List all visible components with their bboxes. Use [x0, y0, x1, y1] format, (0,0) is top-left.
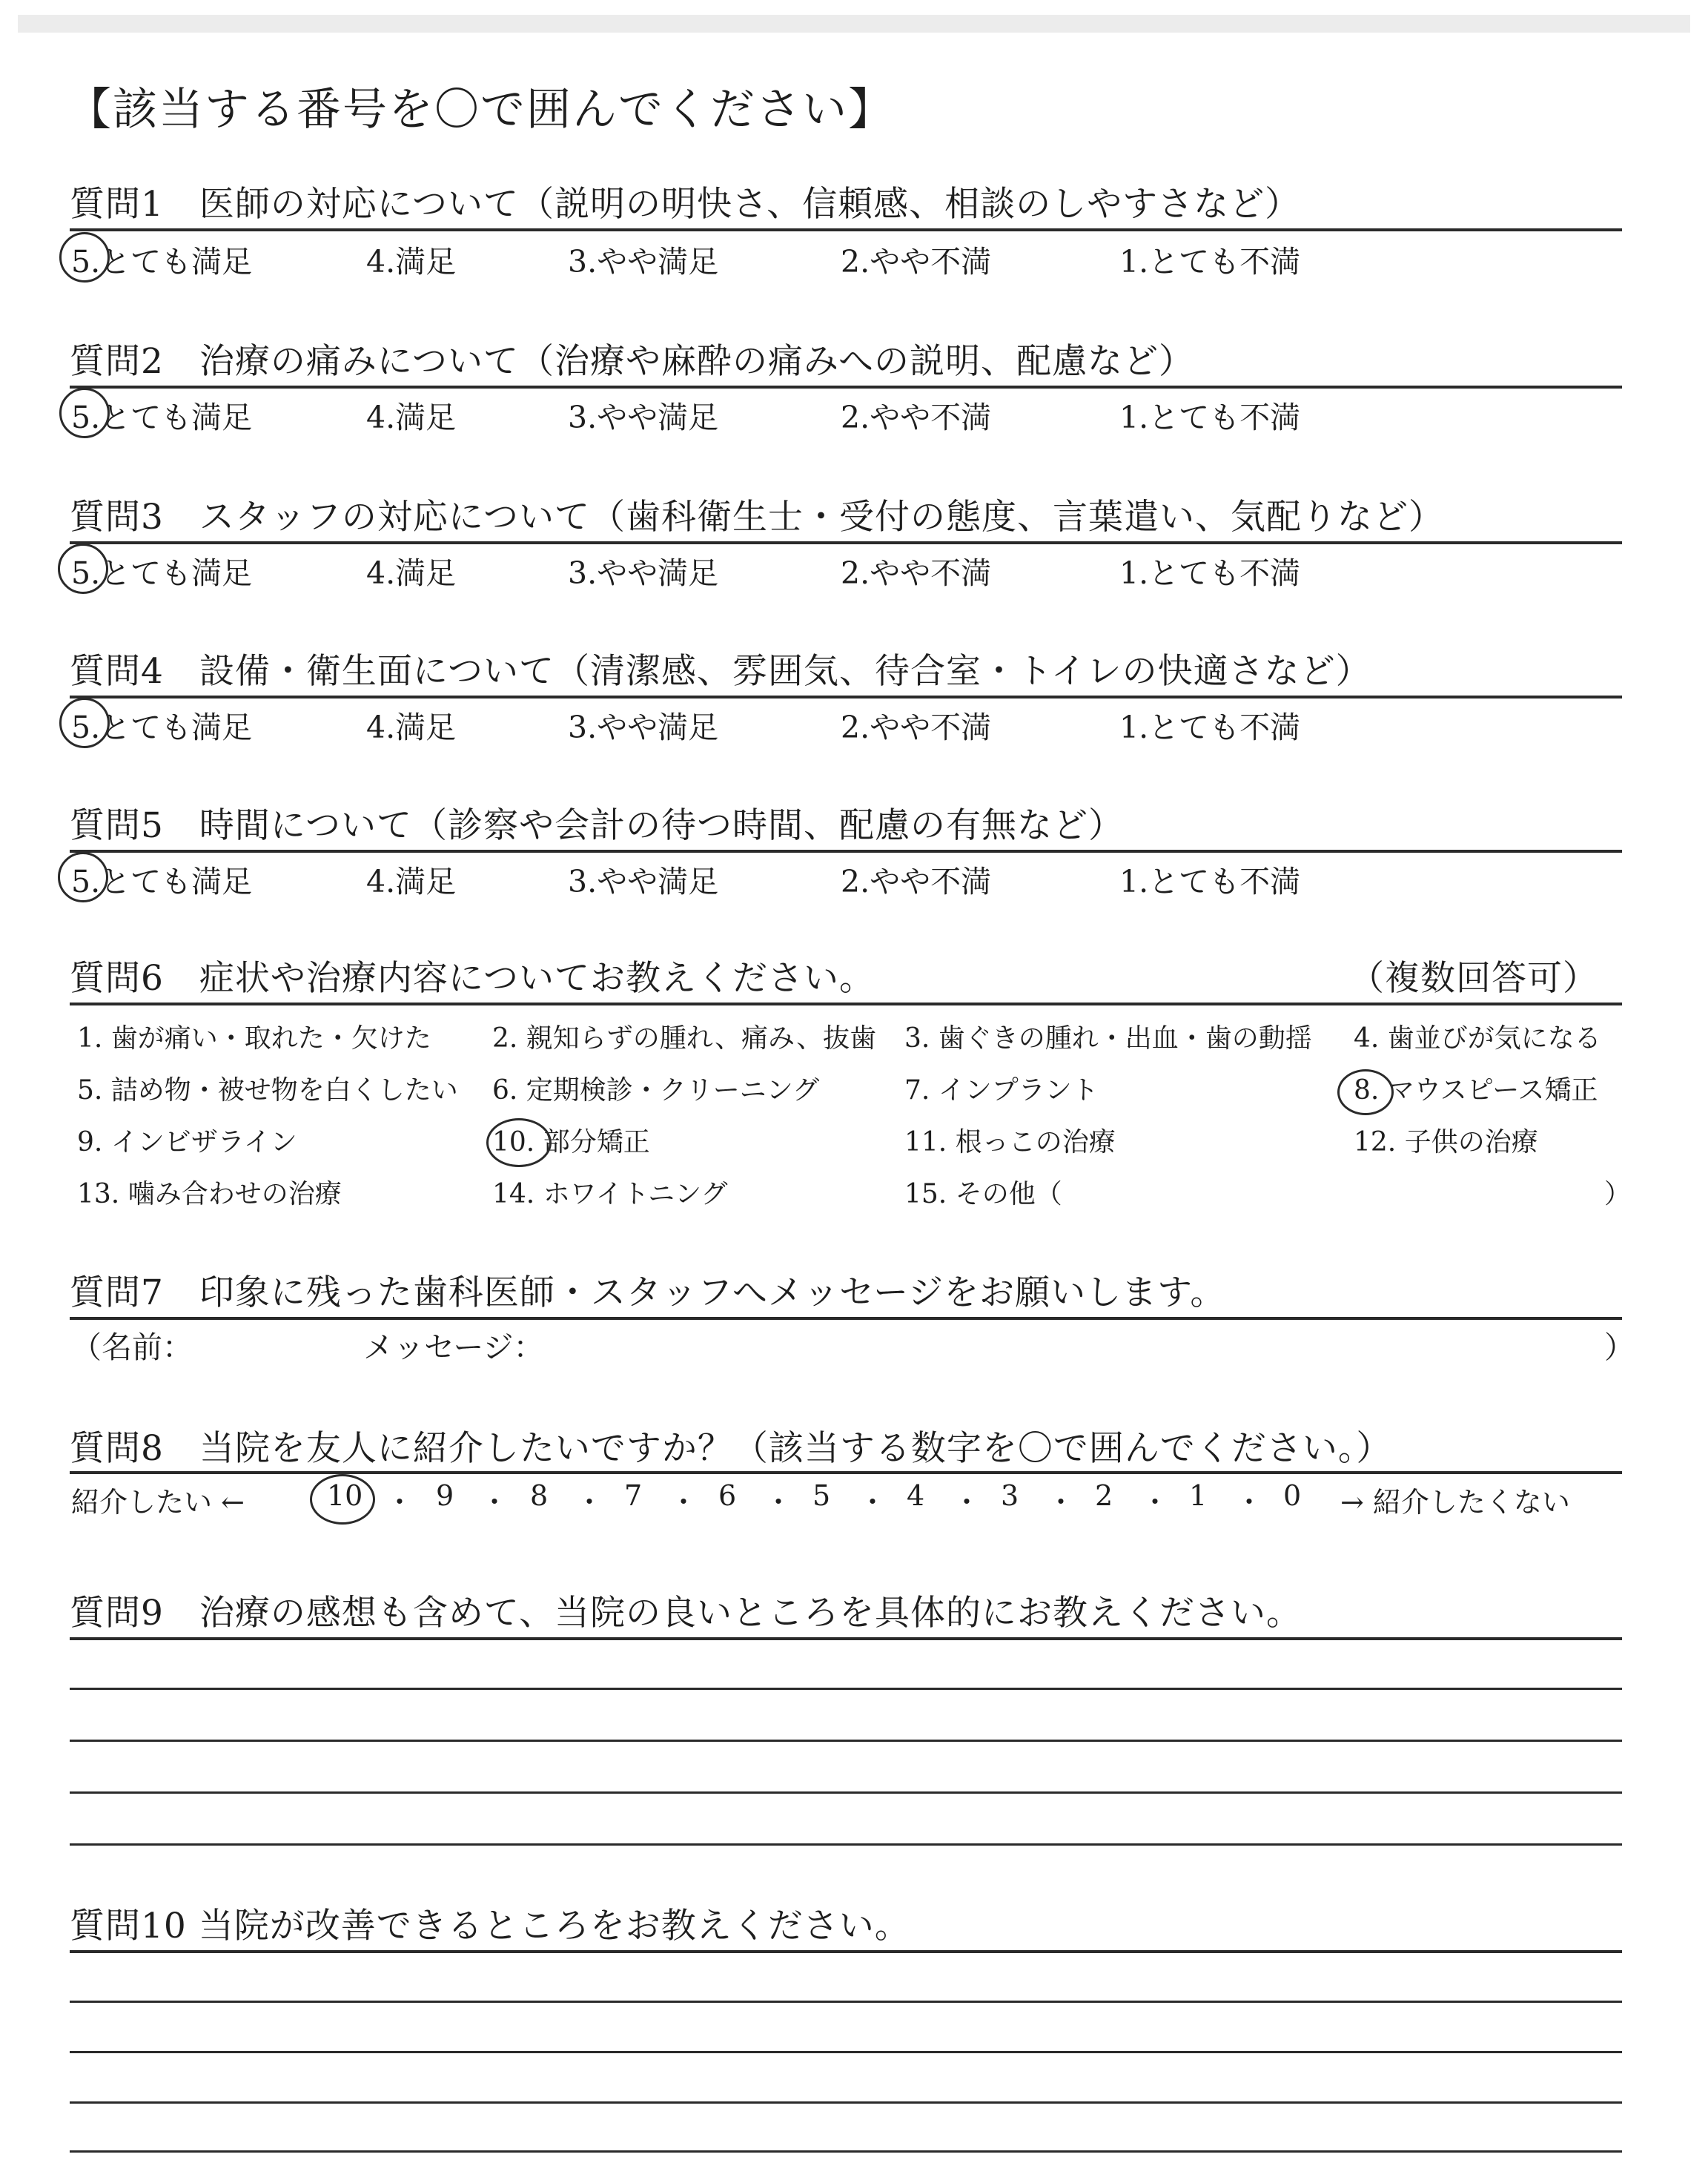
answer-line: [70, 1843, 1622, 1846]
q6-other-close-paren: ）: [1604, 1179, 1632, 1209]
scale-value-6[interactable]: 6: [718, 1479, 737, 1512]
scale-value-4[interactable]: 4: [907, 1479, 925, 1512]
q2-option-2[interactable]: 2.やや不満: [841, 400, 992, 435]
q6-item-1[interactable]: 1. 歯が痛い・取れた・欠けた: [77, 1023, 431, 1054]
scale-separator: ・: [1235, 1486, 1264, 1519]
q6-item-2[interactable]: 2. 親知らずの腫れ、痛み、抜歯: [492, 1023, 877, 1054]
q3-option-4[interactable]: 4.満足: [366, 555, 457, 591]
q3-option-1[interactable]: 1.とても不満: [1119, 555, 1301, 591]
q3-option-3[interactable]: 3.やや満足: [568, 555, 719, 591]
scale-value-5[interactable]: 5: [812, 1479, 831, 1512]
question-9-rule: [70, 1637, 1622, 1640]
scale-left-label: 紹介したい ←: [71, 1486, 245, 1519]
question-7-rule: [70, 1317, 1622, 1320]
scale-value-10[interactable]: 10: [327, 1479, 363, 1512]
q1-option-4[interactable]: 4.満足: [366, 244, 457, 280]
question-3-rule: [70, 541, 1622, 544]
scale-separator: ・: [1047, 1486, 1076, 1519]
question-10-rule: [70, 1950, 1622, 1953]
scale-separator: ・: [953, 1486, 982, 1519]
question-4-title: 質問4 設備・衛生面について（清潔感、雰囲気、待合室・トイレの快適さなど）: [70, 651, 1371, 692]
q1-option-5[interactable]: 5.とても満足: [71, 244, 253, 280]
answer-line: [70, 2051, 1622, 2053]
scale-separator: ・: [480, 1486, 509, 1519]
q3-option-5[interactable]: 5.とても満足: [71, 555, 253, 591]
q1-option-2[interactable]: 2.やや不満: [841, 244, 992, 280]
scale-value-7[interactable]: 7: [624, 1479, 643, 1512]
q5-option-2[interactable]: 2.やや不満: [841, 864, 992, 899]
question-3-title: 質問3 スタッフの対応について（歯科衛生士・受付の態度、言葉遣い、気配りなど）: [70, 497, 1444, 538]
scan-edge: [18, 15, 1690, 33]
question-9-title: 質問9 治療の感想も含めて、当院の良いところを具体的にお教えください。: [70, 1593, 1302, 1634]
q5-option-4[interactable]: 4.満足: [366, 864, 457, 899]
q4-option-2[interactable]: 2.やや不満: [841, 710, 992, 745]
answer-line: [70, 1688, 1622, 1690]
q2-option-5[interactable]: 5.とても満足: [71, 400, 253, 435]
q6-item-5[interactable]: 5. 詰め物・被せ物を白くしたい: [77, 1075, 458, 1106]
q4-option-1[interactable]: 1.とても不満: [1119, 710, 1301, 745]
scale-separator: ・: [764, 1486, 793, 1519]
q4-option-3[interactable]: 3.やや満足: [568, 710, 719, 745]
question-6-title: 質問6 症状や治療内容についてお教えください。: [70, 958, 875, 999]
multiple-answers-note: （複数回答可）: [1349, 958, 1598, 999]
q2-option-1[interactable]: 1.とても不満: [1119, 400, 1301, 435]
instruction-header: 【該当する番号を〇で囲んでください】: [67, 84, 894, 136]
q2-option-3[interactable]: 3.やや満足: [568, 400, 719, 435]
question-4-rule: [70, 696, 1622, 698]
question-5-title: 質問5 時間について（診察や会計の待つ時間、配慮の有無など）: [70, 805, 1124, 846]
answer-line: [70, 1740, 1622, 1742]
q3-option-2[interactable]: 2.やや不満: [841, 555, 992, 591]
scale-value-8[interactable]: 8: [530, 1479, 549, 1512]
q1-option-1[interactable]: 1.とても不満: [1119, 244, 1301, 280]
question-1-title: 質問1 医師の対応について（説明の明快さ、信頼感、相談のしやすさなど）: [70, 184, 1301, 225]
scale-value-2[interactable]: 2: [1095, 1479, 1113, 1512]
q4-option-5[interactable]: 5.とても満足: [71, 710, 253, 745]
scale-value-9[interactable]: 9: [436, 1479, 454, 1512]
q6-item-6[interactable]: 6. 定期検診・クリーニング: [492, 1075, 820, 1106]
q1-option-3[interactable]: 3.やや満足: [568, 244, 719, 280]
question-2-title: 質問2 治療の痛みについて（治療や麻酔の痛みへの説明、配慮など）: [70, 341, 1195, 382]
q5-option-3[interactable]: 3.やや満足: [568, 864, 719, 899]
scale-separator: ・: [669, 1486, 698, 1519]
q7-close-paren: ）: [1604, 1330, 1635, 1365]
answer-line: [70, 2101, 1622, 2104]
scale-value-1[interactable]: 1: [1189, 1479, 1208, 1512]
question-8-rule: [70, 1471, 1622, 1474]
question-6-rule: [70, 1003, 1622, 1005]
q6-item-4[interactable]: 4. 歯並びが気になる: [1354, 1023, 1601, 1054]
answer-line: [70, 2001, 1622, 2003]
q6-item-14[interactable]: 14. ホワイトニング: [492, 1179, 728, 1209]
answer-line: [70, 2150, 1622, 2153]
q6-item-9[interactable]: 9. インビザライン: [77, 1127, 297, 1157]
name-label: （名前：: [71, 1330, 193, 1365]
question-1-rule: [70, 228, 1622, 231]
scale-value-3[interactable]: 3: [1001, 1479, 1019, 1512]
q6-item-3[interactable]: 3. 歯ぐきの腫れ・出血・歯の動揺: [904, 1023, 1312, 1054]
question-5-rule: [70, 850, 1622, 853]
q6-item-12[interactable]: 12. 子供の治療: [1354, 1127, 1538, 1157]
q6-item-13[interactable]: 13. 噛み合わせの治療: [77, 1179, 342, 1209]
q2-option-4[interactable]: 4.満足: [366, 400, 457, 435]
message-label: メッセージ：: [363, 1330, 544, 1365]
question-8-title: 質問8 当院を友人に紹介したいですか？（該当する数字を〇で囲んでください。）: [70, 1428, 1392, 1469]
q4-option-4[interactable]: 4.満足: [366, 710, 457, 745]
scale-right-label: → 紹介したくない: [1340, 1486, 1570, 1519]
q5-option-5[interactable]: 5.とても満足: [71, 864, 253, 899]
q6-item-7[interactable]: 7. インプラント: [904, 1075, 1099, 1106]
scale-value-0[interactable]: 0: [1283, 1479, 1302, 1512]
scale-separator: ・: [385, 1486, 414, 1519]
q5-option-1[interactable]: 1.とても不満: [1119, 864, 1301, 899]
scale-separator: ・: [575, 1486, 604, 1519]
scale-separator: ・: [858, 1486, 887, 1519]
q6-item-15[interactable]: 15. その他（: [904, 1179, 1062, 1209]
question-10-title: 質問10 当院が改善できるところをお教えください。: [70, 1906, 910, 1946]
q6-item-10[interactable]: 10. 部分矯正: [492, 1127, 650, 1157]
scale-separator: ・: [1141, 1486, 1170, 1519]
q6-item-8[interactable]: 8. マウスピース矯正: [1354, 1075, 1598, 1106]
question-7-title: 質問7 印象に残った歯科医師・スタッフへメッセージをお願いします。: [70, 1272, 1226, 1313]
answer-line: [70, 1791, 1622, 1794]
q6-item-11[interactable]: 11. 根っこの治療: [904, 1127, 1116, 1157]
question-2-rule: [70, 386, 1622, 389]
